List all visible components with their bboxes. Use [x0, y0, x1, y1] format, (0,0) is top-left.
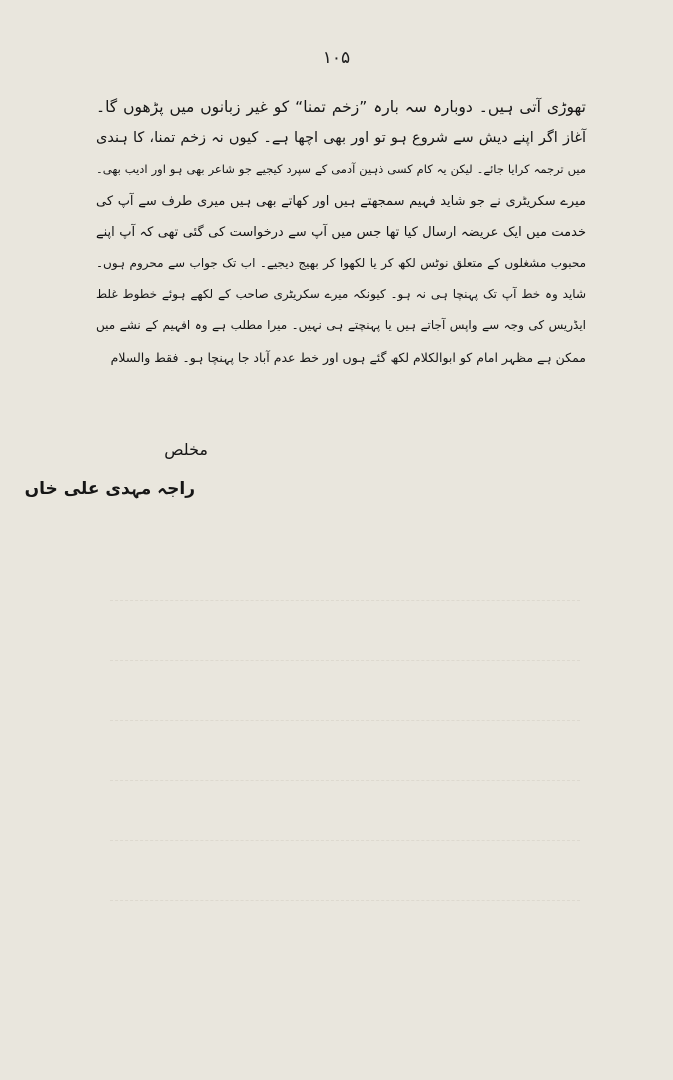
closing-salutation: مخلص — [164, 440, 208, 459]
body-line: خدمت میں ایک عریضہ ارسال کیا تھا جس میں آپ سے درخواست کی گئی تھی کہ آپ اپنے — [96, 224, 586, 240]
body-line: ممکن ہے مظہر امام کو ابوالکلام لکھ گئے ہوں اور خط عدم آباد جا پہنچا ہو۔ فقط والسلام — [110, 349, 586, 365]
body-line: ایڈریس کی وجہ سے واپس آجاتے ہیں یا پہنچتے ہی نہیں۔ میرا مطلب ہے وہ افہیم کے نشے میں — [96, 318, 586, 333]
body-line: میرے سکریٹری نے جو شاید فہیم سمجھتے ہیں اور کھاتے بھی ہیں میری طرف سے آپ کی — [96, 193, 586, 209]
show-through-line — [110, 840, 580, 842]
signature: راجہ مہدی علی خاں — [24, 479, 195, 499]
show-through-line — [110, 720, 580, 722]
body-line: آغاز اگر اپنے دیش سے شروع ہو تو اور بھی اچھا ہے۔ کیوں نہ زخم تمنا، کا ہندی — [96, 130, 586, 147]
page-number: ۱۰۵ — [322, 48, 351, 68]
body-line: شاید وہ خط آپ تک پہنچا ہی نہ ہو۔ کیونکہ میرے سکریٹری صاحب کے لکھے ہوئے خطوط غلط — [96, 287, 586, 302]
show-through-line — [110, 600, 580, 602]
show-through-line — [110, 660, 580, 662]
body-line: تھوڑی آتی ہیں۔ دوبارہ سہ بارہ ”زخم تمنا“ کو غیر زبانوں میں پڑھوں گا۔ — [96, 98, 586, 116]
show-through-line — [110, 900, 580, 902]
body-line: میں ترجمہ کرایا جائے۔ لیکن یہ کام کسی ذہین آدمی کے سپرد کیجیے جو شاعر بھی ہو اور ادیب بھی۔ — [96, 162, 586, 177]
show-through-line — [110, 780, 580, 782]
body-line: محبوب مشغلوں کے متعلق نوٹس لکھ کر یا لکھوا کر بھیج دیجیے۔ اب تک جواب سے محروم ہوں۔ — [96, 255, 586, 270]
letter-body — [96, 92, 586, 373]
